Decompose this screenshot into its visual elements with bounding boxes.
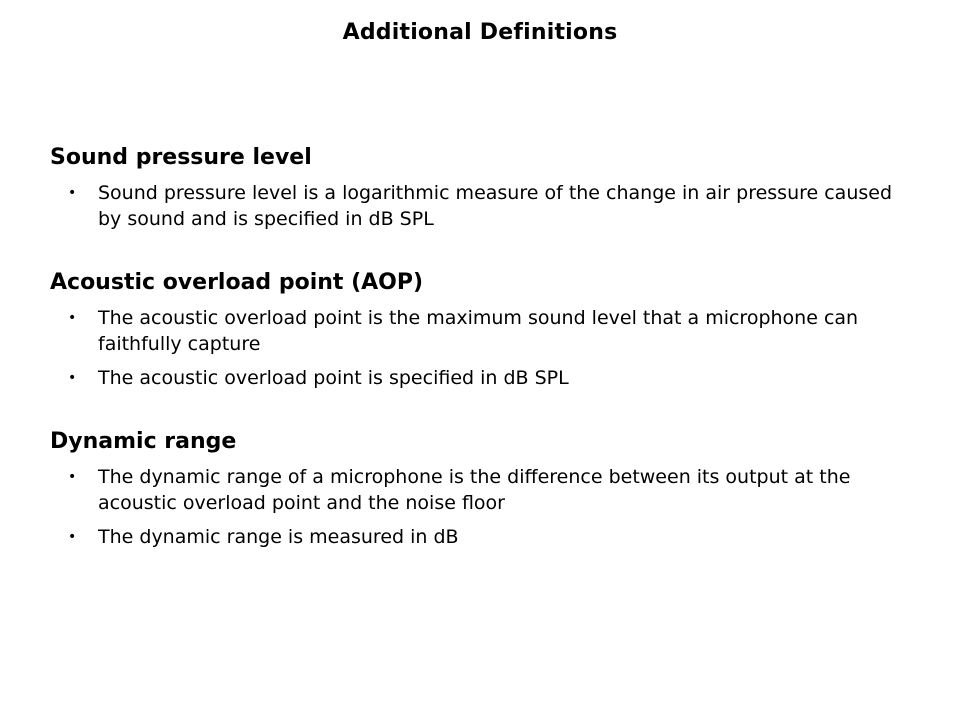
bullet-item bbox=[50, 464, 910, 516]
section-acoustic-overload-point bbox=[50, 267, 910, 391]
bullet-text: The acoustic overload point is the maximum sound level that a microphone can faithfully capture bbox=[98, 307, 859, 355]
bullet-item bbox=[50, 180, 910, 232]
bullet-icon: • bbox=[68, 529, 77, 545]
bullet-text: The dynamic range is measured in dB bbox=[98, 526, 459, 548]
section-heading: Sound pressure level bbox=[50, 145, 312, 170]
section-heading: Dynamic range bbox=[50, 429, 237, 454]
section-heading: Acoustic overload point (AOP) bbox=[50, 270, 424, 295]
bullet-list bbox=[50, 464, 910, 550]
definitions-content bbox=[50, 142, 910, 585]
bullet-list bbox=[50, 180, 910, 232]
bullet-icon: • bbox=[68, 370, 77, 386]
bullet-icon: • bbox=[68, 185, 77, 201]
bullet-item bbox=[50, 524, 910, 550]
bullet-text: Sound pressure level is a logarithmic measure of the change in air pressure caused by sound and is specified in dB SPL bbox=[98, 182, 893, 230]
bullet-icon: • bbox=[68, 469, 77, 485]
bullet-item bbox=[50, 305, 910, 357]
bullet-icon: • bbox=[68, 310, 77, 326]
slide-title: Additional Definitions bbox=[342, 20, 618, 45]
bullet-item bbox=[50, 365, 910, 391]
section-sound-pressure-level bbox=[50, 142, 910, 232]
bullet-text: The dynamic range of a microphone is the difference between its output at the acoustic overload point and the noise floor bbox=[98, 466, 851, 514]
bullet-text: The acoustic overload point is specified in dB SPL bbox=[98, 367, 569, 389]
section-dynamic-range bbox=[50, 426, 910, 550]
bullet-list bbox=[50, 305, 910, 391]
